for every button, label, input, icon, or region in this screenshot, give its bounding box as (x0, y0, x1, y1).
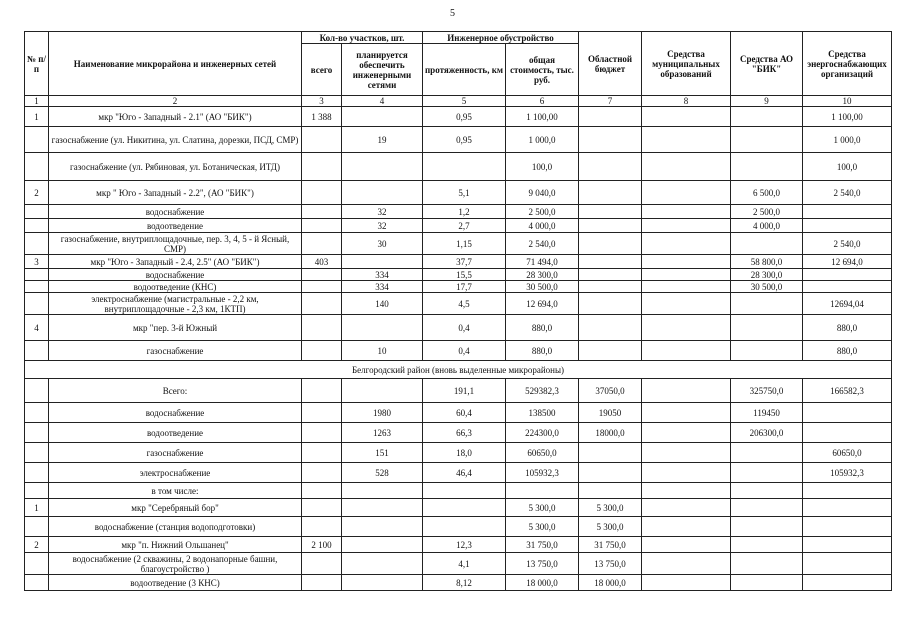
regional-budget-cell (579, 205, 642, 219)
row-number-cell: 1 (25, 107, 49, 127)
cost-cell: 12 694,0 (506, 293, 579, 315)
municipal-funds-cell (642, 517, 731, 537)
plots-planned-cell (342, 499, 423, 517)
row-number-cell: 4 (25, 315, 49, 341)
length-cell (423, 499, 506, 517)
length-cell: 37,7 (423, 255, 506, 269)
regional-budget-cell: 5 300,0 (579, 499, 642, 517)
regional-budget-cell (579, 341, 642, 361)
plots-total-cell: 2 100 (302, 537, 342, 553)
table-row (25, 499, 892, 517)
length-cell: 1,15 (423, 233, 506, 255)
municipal-funds-cell (642, 181, 731, 205)
municipal-funds-cell (642, 423, 731, 443)
plots-total-cell (302, 153, 342, 181)
regional-budget-cell: 31 750,0 (579, 537, 642, 553)
plots-total-cell (302, 219, 342, 233)
energy-funds-cell (803, 537, 892, 553)
municipal-funds-cell (642, 575, 731, 591)
bik-funds-cell: 206300,0 (731, 423, 803, 443)
plots-planned-cell: 151 (342, 443, 423, 463)
municipal-funds-cell (642, 269, 731, 281)
bik-funds-cell: 28 300,0 (731, 269, 803, 281)
length-cell: 60,4 (423, 403, 506, 423)
bik-funds-cell: 119450 (731, 403, 803, 423)
municipal-funds-cell (642, 499, 731, 517)
column-number: 1 (25, 96, 49, 107)
length-cell: 5,1 (423, 181, 506, 205)
cost-cell: 71 494,0 (506, 255, 579, 269)
plots-planned-cell (342, 553, 423, 575)
row-number-cell (25, 553, 49, 575)
plots-total-cell: 403 (302, 255, 342, 269)
energy-funds-cell (803, 205, 892, 219)
plots-planned-cell: 528 (342, 463, 423, 483)
header-num: № п/п (25, 32, 49, 96)
table-row (25, 423, 892, 443)
table-row (25, 575, 892, 591)
row-name-cell: водоснабжение (станция водоподготовки) (49, 517, 302, 537)
table-row (25, 553, 892, 575)
energy-funds-cell: 2 540,0 (803, 233, 892, 255)
energy-funds-cell (803, 483, 892, 499)
municipal-funds-cell (642, 281, 731, 293)
energy-funds-cell: 880,0 (803, 315, 892, 341)
plots-total-cell (302, 233, 342, 255)
cost-cell: 105932,3 (506, 463, 579, 483)
bik-funds-cell: 58 800,0 (731, 255, 803, 269)
regional-budget-cell (579, 315, 642, 341)
plots-planned-cell (342, 517, 423, 537)
row-number-cell (25, 423, 49, 443)
length-cell: 66,3 (423, 423, 506, 443)
bik-funds-cell: 325750,0 (731, 379, 803, 403)
infrastructure-table (24, 31, 892, 591)
regional-budget-cell: 37050,0 (579, 379, 642, 403)
plots-planned-cell: 140 (342, 293, 423, 315)
regional-budget-cell (579, 281, 642, 293)
row-number-cell (25, 379, 49, 403)
length-cell (423, 517, 506, 537)
municipal-funds-cell (642, 219, 731, 233)
cost-cell: 18 000,0 (506, 575, 579, 591)
row-number-cell (25, 443, 49, 463)
table-row (25, 205, 892, 219)
plots-planned-cell (342, 537, 423, 553)
plots-planned-cell: 32 (342, 219, 423, 233)
length-cell: 46,4 (423, 463, 506, 483)
length-cell: 0,95 (423, 127, 506, 153)
header-municipal: Средства муниципальных образований (642, 32, 731, 96)
column-number: 4 (342, 96, 423, 107)
bik-funds-cell (731, 499, 803, 517)
row-number-cell (25, 233, 49, 255)
energy-funds-cell: 1 100,00 (803, 107, 892, 127)
column-number: 10 (803, 96, 892, 107)
plots-total-cell: 1 388 (302, 107, 342, 127)
energy-funds-cell (803, 403, 892, 423)
cost-cell: 60650,0 (506, 443, 579, 463)
bik-funds-cell (731, 575, 803, 591)
header-plots-total: всего (302, 44, 342, 96)
municipal-funds-cell (642, 443, 731, 463)
row-name-cell: водоотведение (49, 423, 302, 443)
plots-total-cell (302, 315, 342, 341)
row-number-cell (25, 153, 49, 181)
regional-budget-cell (579, 219, 642, 233)
regional-budget-cell (579, 443, 642, 463)
bik-funds-cell (731, 153, 803, 181)
row-name-cell: мкр "Юго - Западный - 2.4, 2.5" (АО "БИК") (49, 255, 302, 269)
table-body-city (25, 107, 892, 361)
table-row (25, 127, 892, 153)
plots-total-cell (302, 483, 342, 499)
energy-funds-cell: 2 540,0 (803, 181, 892, 205)
bik-funds-cell (731, 483, 803, 499)
table-row (25, 379, 892, 403)
plots-planned-cell (342, 107, 423, 127)
length-cell: 4,5 (423, 293, 506, 315)
plots-total-cell (302, 423, 342, 443)
municipal-funds-cell (642, 293, 731, 315)
column-number: 6 (506, 96, 579, 107)
column-number: 8 (642, 96, 731, 107)
row-number-cell: 2 (25, 181, 49, 205)
table-row (25, 219, 892, 233)
regional-budget-cell: 18 000,0 (579, 575, 642, 591)
header-plots: Кол-во участков, шт. (302, 32, 423, 44)
length-cell: 191,1 (423, 379, 506, 403)
energy-funds-cell: 100,0 (803, 153, 892, 181)
row-name-cell: водоотведение (3 КНС) (49, 575, 302, 591)
regional-budget-cell: 18000,0 (579, 423, 642, 443)
row-name-cell: мкр "Серебряный бор" (49, 499, 302, 517)
plots-total-cell (302, 575, 342, 591)
municipal-funds-cell (642, 205, 731, 219)
plots-planned-cell: 334 (342, 269, 423, 281)
plots-total-cell (302, 403, 342, 423)
row-number-cell: 3 (25, 255, 49, 269)
bik-funds-cell (731, 107, 803, 127)
length-cell: 12,3 (423, 537, 506, 553)
regional-budget-cell (579, 255, 642, 269)
length-cell: 18,0 (423, 443, 506, 463)
regional-budget-cell (579, 107, 642, 127)
column-number: 2 (49, 96, 302, 107)
length-cell: 15,5 (423, 269, 506, 281)
energy-funds-cell (803, 269, 892, 281)
row-name-cell: мкр " Юго - Западный - 2.2", (АО "БИК") (49, 181, 302, 205)
row-name-cell: в том числе: (49, 483, 302, 499)
plots-planned-cell (342, 315, 423, 341)
regional-budget-cell (579, 233, 642, 255)
cost-cell: 1 100,00 (506, 107, 579, 127)
row-name-cell: водоотведение (49, 219, 302, 233)
row-name-cell: газоснабжение (49, 443, 302, 463)
regional-budget-cell (579, 483, 642, 499)
municipal-funds-cell (642, 255, 731, 269)
bik-funds-cell: 2 500,0 (731, 205, 803, 219)
plots-total-cell (302, 553, 342, 575)
plots-total-cell (302, 181, 342, 205)
energy-funds-cell (803, 553, 892, 575)
table-row (25, 443, 892, 463)
cost-cell: 880,0 (506, 315, 579, 341)
length-cell: 4,1 (423, 553, 506, 575)
plots-planned-cell (342, 379, 423, 403)
plots-total-cell (302, 499, 342, 517)
bik-funds-cell (731, 127, 803, 153)
plots-total-cell (302, 443, 342, 463)
cost-cell: 2 500,0 (506, 205, 579, 219)
bik-funds-cell (731, 233, 803, 255)
table-section (25, 361, 892, 379)
row-number-cell (25, 517, 49, 537)
municipal-funds-cell (642, 553, 731, 575)
regional-budget-cell: 5 300,0 (579, 517, 642, 537)
regional-budget-cell (579, 153, 642, 181)
bik-funds-cell: 4 000,0 (731, 219, 803, 233)
column-number: 9 (731, 96, 803, 107)
header-energy: Средства энергоснабжающих организаций (803, 32, 892, 96)
energy-funds-cell (803, 517, 892, 537)
energy-funds-cell: 105932,3 (803, 463, 892, 483)
bik-funds-cell (731, 315, 803, 341)
table-row (25, 293, 892, 315)
municipal-funds-cell (642, 341, 731, 361)
table-row (25, 107, 892, 127)
table-row (25, 463, 892, 483)
bik-funds-cell (731, 517, 803, 537)
bik-funds-cell: 6 500,0 (731, 181, 803, 205)
municipal-funds-cell (642, 483, 731, 499)
bik-funds-cell (731, 463, 803, 483)
energy-funds-cell (803, 423, 892, 443)
municipal-funds-cell (642, 379, 731, 403)
regional-budget-cell (579, 269, 642, 281)
plots-planned-cell (342, 483, 423, 499)
cost-cell: 5 300,0 (506, 499, 579, 517)
length-cell (423, 483, 506, 499)
row-number-cell: 1 (25, 499, 49, 517)
row-number-cell (25, 403, 49, 423)
row-name-cell: электроснабжение (магистральные - 2,2 км, внутриплощадочные - 2,3 км, 1КТП) (49, 293, 302, 315)
plots-planned-cell: 30 (342, 233, 423, 255)
municipal-funds-cell (642, 315, 731, 341)
row-number-cell (25, 293, 49, 315)
bik-funds-cell (731, 553, 803, 575)
plots-planned-cell (342, 255, 423, 269)
table-row (25, 341, 892, 361)
table-row (25, 255, 892, 269)
row-number-cell (25, 281, 49, 293)
header-regional: Областной бюджет (579, 32, 642, 96)
municipal-funds-cell (642, 403, 731, 423)
regional-budget-cell: 13 750,0 (579, 553, 642, 575)
length-cell: 17,7 (423, 281, 506, 293)
table-row (25, 403, 892, 423)
table-row (25, 269, 892, 281)
length-cell (423, 153, 506, 181)
plots-planned-cell (342, 181, 423, 205)
page-number: 5 (450, 8, 455, 19)
header-bik: Средства АО "БИК" (731, 32, 803, 96)
length-cell: 1,2 (423, 205, 506, 219)
plots-total-cell (302, 341, 342, 361)
regional-budget-cell: 19050 (579, 403, 642, 423)
row-name-cell: газоснабжение (ул. Никитина, ул. Слатина, дорезки, ПСД, СМР) (49, 127, 302, 153)
row-name-cell: водоснабжение (49, 205, 302, 219)
bik-funds-cell (731, 341, 803, 361)
municipal-funds-cell (642, 537, 731, 553)
row-name-cell: газоснабжение (49, 341, 302, 361)
cost-cell: 5 300,0 (506, 517, 579, 537)
header-infra: Инженерное обустройство (423, 32, 579, 44)
table-row (25, 517, 892, 537)
row-name-cell: электроснабжение (49, 463, 302, 483)
table-row (25, 315, 892, 341)
energy-funds-cell: 880,0 (803, 341, 892, 361)
plots-planned-cell (342, 575, 423, 591)
column-number-row (25, 96, 892, 107)
plots-planned-cell: 1263 (342, 423, 423, 443)
municipal-funds-cell (642, 463, 731, 483)
bik-funds-cell (731, 443, 803, 463)
table-row (25, 537, 892, 553)
regional-budget-cell (579, 127, 642, 153)
row-name-cell: газоснабжение (ул. Рябиновая, ул. Ботаническая, ИТД) (49, 153, 302, 181)
plots-total-cell (302, 463, 342, 483)
cost-cell: 31 750,0 (506, 537, 579, 553)
regional-budget-cell (579, 463, 642, 483)
plots-total-cell (302, 269, 342, 281)
municipal-funds-cell (642, 153, 731, 181)
regional-budget-cell (579, 293, 642, 315)
row-number-cell: 2 (25, 537, 49, 553)
municipal-funds-cell (642, 107, 731, 127)
cost-cell: 4 000,0 (506, 219, 579, 233)
header-name: Наименование микрорайона и инженерных сетей (49, 32, 302, 96)
table-row (25, 153, 892, 181)
row-name-cell: водоснабжение (49, 269, 302, 281)
plots-planned-cell: 1980 (342, 403, 423, 423)
row-name-cell: мкр "пер. 3-й Южный (49, 315, 302, 341)
municipal-funds-cell (642, 127, 731, 153)
row-name-cell: водоотведение (КНС) (49, 281, 302, 293)
energy-funds-cell: 12 694,0 (803, 255, 892, 269)
row-number-cell (25, 341, 49, 361)
row-name-cell: мкр "п. Нижний Ольшанец" (49, 537, 302, 553)
energy-funds-cell: 60650,0 (803, 443, 892, 463)
municipal-funds-cell (642, 233, 731, 255)
cost-cell (506, 483, 579, 499)
plots-total-cell (302, 127, 342, 153)
plots-total-cell (302, 281, 342, 293)
row-number-cell (25, 205, 49, 219)
energy-funds-cell (803, 281, 892, 293)
length-cell: 0,4 (423, 341, 506, 361)
cost-cell: 880,0 (506, 341, 579, 361)
cost-cell: 30 500,0 (506, 281, 579, 293)
bik-funds-cell (731, 293, 803, 315)
bik-funds-cell (731, 537, 803, 553)
row-name-cell: водоснабжение (2 скважины, 2 водонапорные башни, благоустройство ) (49, 553, 302, 575)
column-number: 7 (579, 96, 642, 107)
plots-total-cell (302, 379, 342, 403)
plots-planned-cell: 19 (342, 127, 423, 153)
length-cell: 8,12 (423, 575, 506, 591)
energy-funds-cell (803, 575, 892, 591)
energy-funds-cell (803, 219, 892, 233)
plots-total-cell (302, 293, 342, 315)
plots-planned-cell: 32 (342, 205, 423, 219)
cost-cell: 138500 (506, 403, 579, 423)
length-cell: 0,95 (423, 107, 506, 127)
row-name-cell: Всего: (49, 379, 302, 403)
row-number-cell (25, 127, 49, 153)
length-cell: 0,4 (423, 315, 506, 341)
energy-funds-cell: 166582,3 (803, 379, 892, 403)
plots-total-cell (302, 517, 342, 537)
header-plots-planned: планируется обеспечить инженерными сетями (342, 44, 423, 96)
table-row (25, 233, 892, 255)
energy-funds-cell (803, 499, 892, 517)
row-name-cell: водоснабжение (49, 403, 302, 423)
row-number-cell (25, 575, 49, 591)
regional-budget-cell (579, 181, 642, 205)
cost-cell: 224300,0 (506, 423, 579, 443)
table-row (25, 281, 892, 293)
header-cost: общая стоимость, тыс. руб. (506, 44, 579, 96)
cost-cell: 529382,3 (506, 379, 579, 403)
table-row (25, 483, 892, 499)
row-number-cell (25, 219, 49, 233)
table-row (25, 181, 892, 205)
row-number-cell (25, 269, 49, 281)
header-length: протяженность, км (423, 44, 506, 96)
plots-total-cell (302, 205, 342, 219)
plots-planned-cell: 334 (342, 281, 423, 293)
row-number-cell (25, 483, 49, 499)
cost-cell: 13 750,0 (506, 553, 579, 575)
column-number: 3 (302, 96, 342, 107)
plots-planned-cell (342, 153, 423, 181)
table-body-district (25, 379, 892, 591)
bik-funds-cell: 30 500,0 (731, 281, 803, 293)
cost-cell: 100,0 (506, 153, 579, 181)
row-number-cell (25, 463, 49, 483)
row-name-cell: мкр "Юго - Западный - 2.1" (АО "БИК") (49, 107, 302, 127)
cost-cell: 1 000,0 (506, 127, 579, 153)
section-title: Белгородский район (вновь выделенные микрорайоны) (25, 361, 892, 379)
cost-cell: 2 540,0 (506, 233, 579, 255)
energy-funds-cell: 12694,04 (803, 293, 892, 315)
energy-funds-cell: 1 000,0 (803, 127, 892, 153)
plots-planned-cell: 10 (342, 341, 423, 361)
column-number: 5 (423, 96, 506, 107)
cost-cell: 28 300,0 (506, 269, 579, 281)
cost-cell: 9 040,0 (506, 181, 579, 205)
length-cell: 2,7 (423, 219, 506, 233)
row-name-cell: газоснабжение, внутриплощадочные, пер. 3, 4, 5 - й Ясный, СМР) (49, 233, 302, 255)
